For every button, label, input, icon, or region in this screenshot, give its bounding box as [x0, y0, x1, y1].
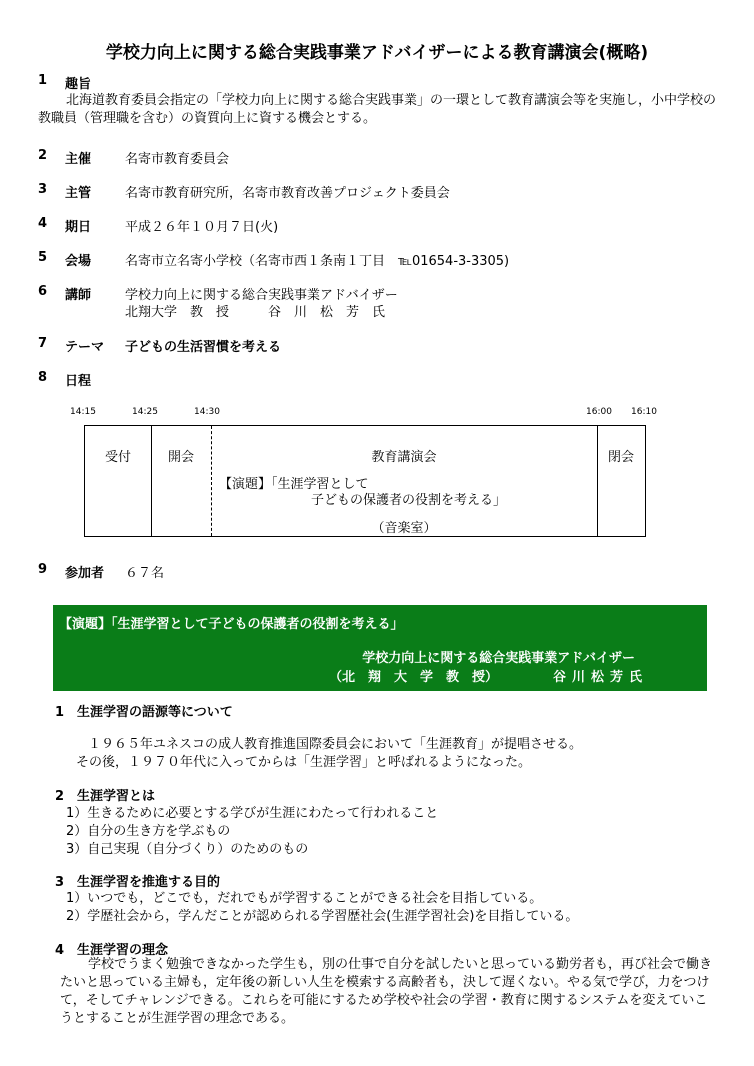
schedule-cell-opening: 開会 — [167, 450, 194, 465]
section-2-text: 名寄市教育委員会 — [125, 152, 230, 167]
section-6-line-1: 学校力向上に関する総合実践事業アドバイザー — [125, 288, 398, 303]
content-2-item-2: 2）自分の生き方を学ぶもの — [66, 824, 231, 839]
section-1-label: 趣旨 — [65, 77, 92, 92]
schedule-time-3: 14:30 — [194, 407, 220, 417]
schedule-divider — [597, 426, 598, 536]
schedule-divider — [151, 426, 152, 536]
banner-role: 学校力向上に関する総合実践事業アドバイザー — [362, 651, 635, 666]
section-9-number: 9 — [38, 562, 48, 577]
section-5-text: 名寄市立名寄小学校（名寄市西１条南１丁目 ℡01654-3-3305) — [125, 254, 510, 269]
section-7-number: 7 — [38, 336, 48, 351]
banner-affiliation: （北 翔 大 学 教 授） — [329, 670, 499, 685]
content-2-item-3: 3）自己実現（自分づくり）のためのもの — [66, 842, 309, 857]
section-5-number: 5 — [38, 250, 48, 265]
section-3-number: 3 — [38, 182, 48, 197]
section-8-number: 8 — [38, 370, 48, 385]
section-4-text: 平成２６年１０月７日(火) — [125, 220, 279, 235]
section-1-number: 1 — [38, 73, 48, 88]
section-8-label: 日程 — [65, 374, 92, 389]
content-1-paragraph-1: １９６５年ユネスコの成人教育推進国際委員会において「生涯教育」が提唱させる。 — [88, 737, 583, 752]
section-9-text: ６７名 — [125, 566, 165, 581]
schedule-time-2: 14:25 — [132, 407, 158, 417]
schedule-cell-reception: 受付 — [104, 450, 131, 465]
section-3-label: 主管 — [65, 186, 92, 201]
content-3-heading: 3 生涯学習を推進する目的 — [55, 875, 221, 890]
content-2-heading: 2 生涯学習とは — [55, 789, 156, 804]
content-1-paragraph-2: その後，１９７０年代に入ってからは「生涯学習」と呼ばれるようになった。 — [76, 755, 532, 770]
content-2-item-1: 1）生きるために必要とする学びが生涯にわたって行われること — [66, 806, 439, 821]
content-4-text: 学校でうまく勉強できなかった学生も，別の仕事で自分を試したいと思っている勤労者も，再び社会で働きたいと思っている主婦も，定年後の新しい人生を模索する高齢者も，決して遅くない。やる気で学び，力をつけて，そしてチャレンジできる。これらを可能にするため学校や社会の学習・教育に関するシステムを変えていこうとすることが生涯学習の理念である。 — [60, 957, 713, 1026]
content-1-heading: 1 生涯学習の語源等について — [55, 705, 233, 720]
section-2-label: 主催 — [65, 152, 92, 167]
lecture-banner — [53, 605, 707, 691]
section-1-text: 北海道教育委員会指定の「学校力向上に関する総合実践事業」の一環として教育講演会等を実施し，小中学校の教職員（管理職を含む）の資質向上に資する機会とする。 — [38, 93, 717, 126]
schedule-time-1: 14:15 — [70, 407, 96, 417]
banner-speaker-name: 谷川松芳氏 — [553, 670, 649, 685]
section-6-number: 6 — [38, 284, 48, 299]
schedule-lecture-topic-2: 子どもの保護者の役割を考える」 — [311, 493, 507, 508]
section-7-text: 子どもの生活習慣を考える — [125, 340, 282, 355]
content-3-item-1: 1）いつでも，どこでも，だれでもが学習することができる社会を目指している。 — [66, 891, 543, 906]
content-3-item-2: 2）学歴社会から，学んだことが認められる学習歴社会(生涯学習社会)を目指している。 — [66, 909, 579, 924]
schedule-table — [84, 425, 646, 537]
schedule-lecture-room: （音楽室） — [371, 521, 437, 536]
section-5-label: 会場 — [65, 254, 92, 269]
schedule-time-4: 16:00 — [586, 407, 612, 417]
section-3-text: 名寄市教育研究所，名寄市教育改善プロジェクト委員会 — [125, 186, 450, 201]
section-6-line-2: 北翔大学 教 授 谷 川 松 芳 氏 — [125, 305, 386, 320]
content-4-heading: 4 生涯学習の理念 — [55, 943, 169, 958]
section-2-number: 2 — [38, 148, 48, 163]
section-6-label: 講師 — [65, 288, 92, 303]
section-9-label: 参加者 — [65, 566, 105, 581]
schedule-cell-lecture: 教育講演会 — [371, 450, 437, 465]
section-7-label: テーマ — [65, 340, 105, 355]
section-4-number: 4 — [38, 216, 48, 231]
schedule-cell-closing: 閉会 — [607, 450, 634, 465]
schedule-lecture-topic-1: 【演題】「生涯学習として — [219, 477, 369, 492]
document-title: 学校力向上に関する総合実践事業アドバイザーによる教育講演会(概略) — [105, 43, 649, 63]
banner-topic: 【演題】「生涯学習として子どもの保護者の役割を考える」 — [59, 617, 404, 632]
schedule-time-5: 16:10 — [631, 407, 657, 417]
section-4-label: 期日 — [65, 220, 92, 235]
